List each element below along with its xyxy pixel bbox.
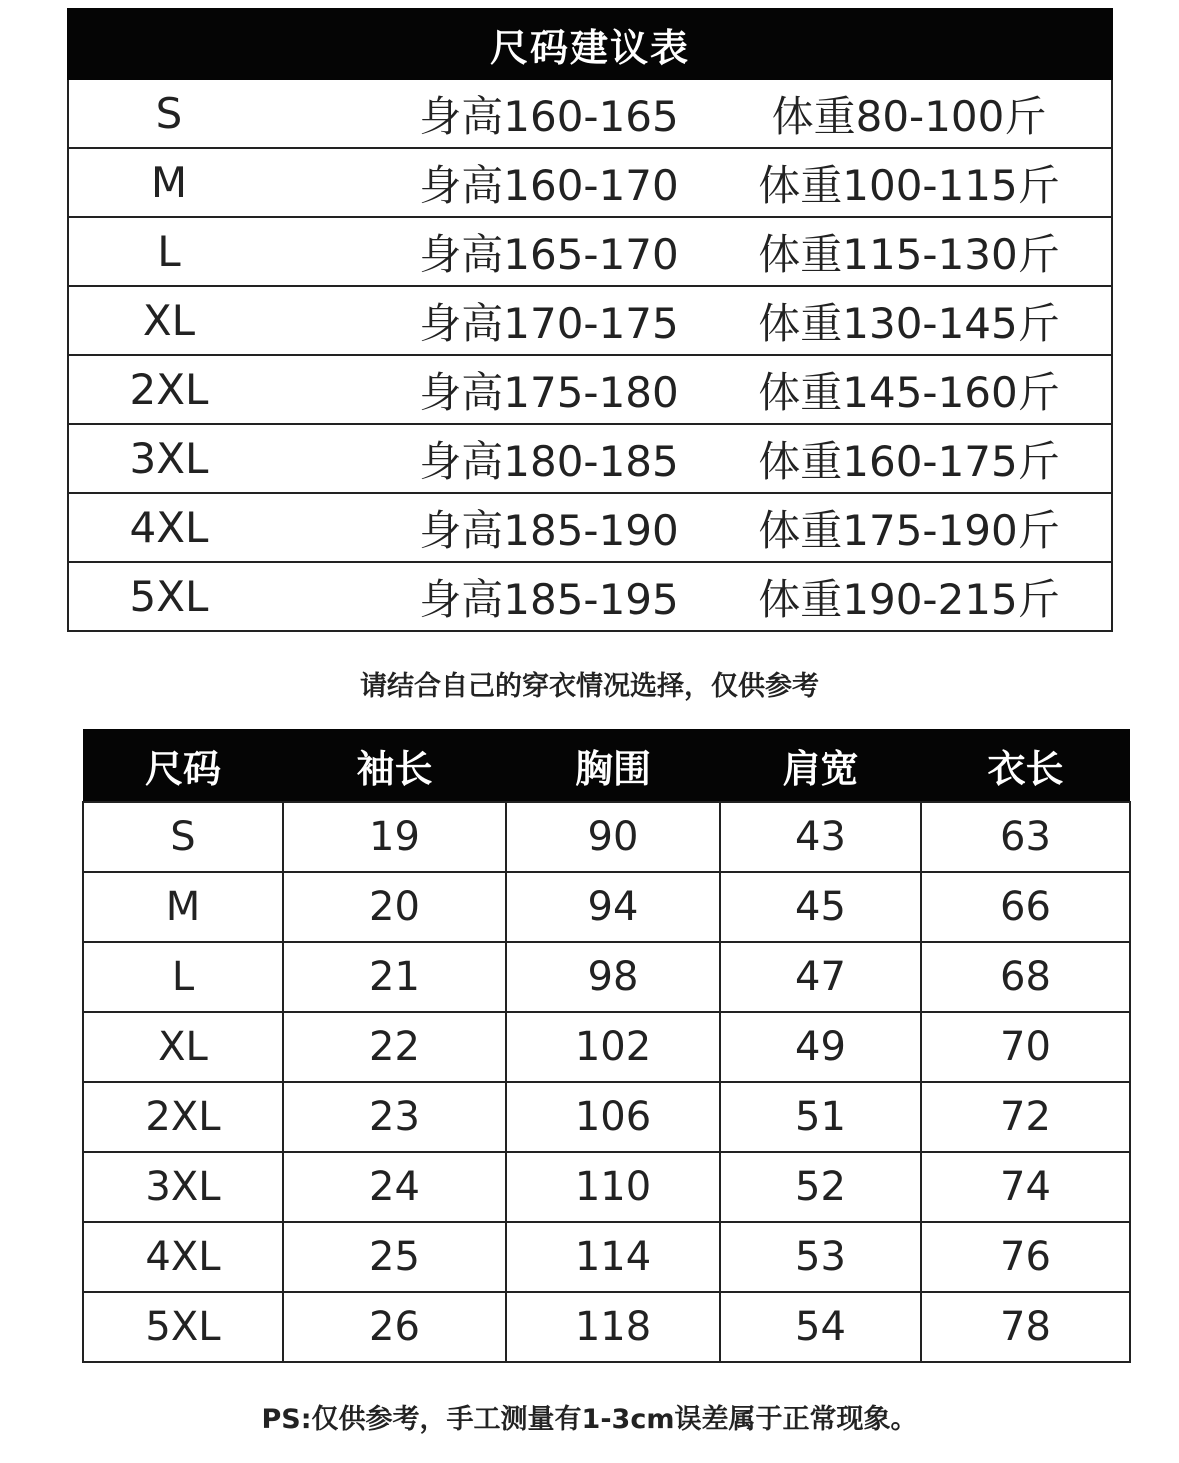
size-cell: S [83,802,283,872]
size-cell: 3XL [83,1152,283,1222]
recommendation-row [67,218,1113,287]
chest-cell: 114 [506,1222,720,1292]
measurement-table [82,729,1131,1363]
size-cell: L [83,942,283,1012]
height-range: 身高160-170 [419,160,679,210]
selection-note: 请结合自己的穿衣情况选择，仅供参考 [360,671,819,702]
shoulder-cell: 54 [720,1292,921,1362]
header-sleeve-length: 袖长 [283,729,506,802]
weight-range: 体重80-100斤 [771,91,1047,141]
length-cell: 63 [921,802,1130,872]
sleeve-cell: 26 [283,1292,506,1362]
chest-cell: 98 [506,942,720,1012]
length-cell: 78 [921,1292,1130,1362]
height-range: 身高170-175 [419,298,679,348]
recommendation-row [67,287,1113,356]
table-row [83,1082,1130,1152]
table-row [83,1292,1130,1362]
recommendation-row [67,356,1113,425]
weight-range: 体重130-145斤 [758,298,1060,348]
sleeve-cell: 22 [283,1012,506,1082]
chest-cell: 106 [506,1082,720,1152]
size-cell: M [83,872,283,942]
sleeve-cell: 19 [283,802,506,872]
header-shoulder-width: 肩宽 [720,729,921,802]
chest-cell: 110 [506,1152,720,1222]
measurement-disclaimer: PS:仅供参考，手工测量有1-3cm误差属于正常现象。 [261,1404,918,1435]
weight-range: 体重115-130斤 [758,229,1060,279]
size-cell: 2XL [83,1082,283,1152]
length-cell: 68 [921,942,1130,1012]
height-range: 身高185-195 [419,574,679,624]
shoulder-cell: 51 [720,1082,921,1152]
shoulder-cell: 47 [720,942,921,1012]
recommendation-row [67,80,1113,149]
weight-range: 体重145-160斤 [758,367,1060,417]
table-row [83,942,1130,1012]
length-cell: 74 [921,1152,1130,1222]
recommendation-title: 尺码建议表 [67,8,1113,80]
height-range: 身高180-185 [419,436,679,486]
weight-range: 体重175-190斤 [758,505,1060,555]
chest-cell: 102 [506,1012,720,1082]
height-range: 身高165-170 [419,229,679,279]
table-row [83,872,1130,942]
size-label: 5XL [129,572,209,621]
sleeve-cell: 24 [283,1152,506,1222]
length-cell: 72 [921,1082,1130,1152]
recommendation-row [67,149,1113,218]
size-recommendation-table [67,8,1113,632]
header-garment-length: 衣长 [921,729,1130,802]
size-cell: 5XL [83,1292,283,1362]
size-cell: XL [83,1012,283,1082]
shoulder-cell: 53 [720,1222,921,1292]
weight-range: 体重100-115斤 [758,160,1060,210]
sleeve-cell: 20 [283,872,506,942]
header-size: 尺码 [83,729,283,802]
chest-cell: 94 [506,872,720,942]
sleeve-cell: 23 [283,1082,506,1152]
height-range: 身高160-165 [419,91,679,141]
chest-cell: 118 [506,1292,720,1362]
size-label: 4XL [129,503,209,552]
size-label: L [157,227,181,276]
table-row [83,1152,1130,1222]
length-cell: 66 [921,872,1130,942]
recommendation-row [67,563,1113,632]
height-range: 身高185-190 [419,505,679,555]
size-label: M [150,158,188,207]
table-row [83,1222,1130,1292]
measurement-header-row [83,729,1130,802]
length-cell: 70 [921,1012,1130,1082]
shoulder-cell: 49 [720,1012,921,1082]
size-label: 3XL [129,434,209,483]
height-range: 身高175-180 [419,367,679,417]
size-label: XL [142,296,196,345]
weight-range: 体重160-175斤 [758,436,1060,486]
chest-cell: 90 [506,802,720,872]
table-row [83,1012,1130,1082]
weight-range: 体重190-215斤 [758,574,1060,624]
recommendation-row [67,494,1113,563]
shoulder-cell: 52 [720,1152,921,1222]
header-chest: 胸围 [506,729,720,802]
size-label: S [155,89,183,138]
sleeve-cell: 21 [283,942,506,1012]
shoulder-cell: 45 [720,872,921,942]
table-row [83,802,1130,872]
size-label: 2XL [129,365,209,414]
length-cell: 76 [921,1222,1130,1292]
shoulder-cell: 43 [720,802,921,872]
size-cell: 4XL [83,1222,283,1292]
sleeve-cell: 25 [283,1222,506,1292]
recommendation-row [67,425,1113,494]
